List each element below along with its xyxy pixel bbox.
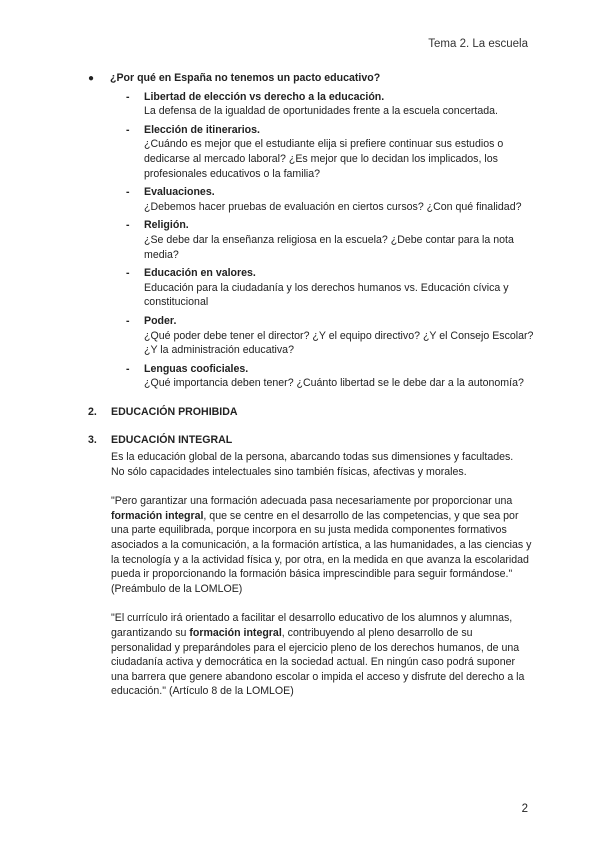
section-educacion-integral: [88, 433, 534, 699]
definition-paragraph: Es la educación global de la persona, abarcando todas sus dimensiones y facultades.: [111, 451, 514, 464]
dash-icon: -: [126, 186, 130, 199]
dash-icon: -: [126, 219, 130, 232]
subtopic-title: Poder.: [144, 314, 177, 327]
quote-articulo-8: [111, 611, 534, 699]
section-number: 3.: [88, 434, 97, 447]
capacities-paragraph: No sólo capacidades intelectuales sino también físicas, afectivas y morales.: [111, 465, 467, 478]
list-item: [126, 90, 534, 119]
page-header-title: Tema 2. La escuela: [428, 38, 528, 50]
subtopic-title: Educación en valores.: [144, 267, 256, 280]
subtopic-title: Lenguas cooficiales.: [144, 362, 249, 375]
subtopic-title: Elección de itinerarios.: [144, 123, 260, 136]
page-number: 2: [521, 803, 528, 815]
subtopic-text: ¿Qué importancia deben tener? ¿Cuánto libertad se le debe dar a la autonomía?: [144, 377, 524, 390]
subtopic-title: Evaluaciones.: [144, 186, 215, 199]
subtopic-text: ¿Qué poder debe tener el director? ¿Y el equipo directivo? ¿Y el Consejo Escolar? ¿Y la administración educativa?: [144, 329, 534, 357]
subtopic-text: La defensa de la igualdad de oportunidades frente a la escuela concertada.: [144, 105, 498, 118]
subtopic-title: Religión.: [144, 219, 189, 232]
section-educacion-prohibida: [88, 405, 534, 420]
subtopic-text: ¿Cuándo es mejor que el estudiante elija si prefiere continuar sus estudios o dedicarse al mercado laboral? ¿Es mejor que lo decidan los implicados, los profesionales educativos o la familia?: [144, 138, 504, 180]
quote-preambulo: [111, 494, 534, 596]
dash-icon: -: [126, 90, 130, 103]
subtopic-text: ¿Se debe dar la enseñanza religiosa en la escuela? ¿Debe contar para la nota media?: [144, 233, 514, 261]
quote-emphasis: formación integral: [111, 509, 204, 522]
question-heading: [88, 71, 534, 87]
subtopic-text: Educación para la ciudadanía y los derechos humanos vs. Educación cívica y constitucional: [144, 281, 509, 309]
dash-icon: -: [126, 123, 130, 136]
bullet-icon: ●: [88, 73, 95, 84]
list-item: [126, 185, 534, 214]
section-body: [111, 450, 534, 699]
dash-icon: -: [126, 314, 130, 327]
list-item: [126, 314, 534, 358]
list-item: [126, 218, 534, 262]
subtopic-text: ¿Debemos hacer pruebas de evaluación en ciertos cursos? ¿Con qué finalidad?: [144, 200, 522, 213]
quote-text: , contribuyendo al pleno desarrollo de su personalidad y preparándoles para el ejercicio pleno de los derechos humanos, de una ciudadanía activa y democrática en la sociedad actual. En ningún caso podrá suponer una barrera que genere abandono escolar o impida el acceso y disfrute del derecho a la educación." (Artículo 8 de la LOMLOE): [111, 627, 525, 698]
question-subtopics: [126, 90, 534, 391]
quote-emphasis: formación integral: [189, 627, 282, 639]
section-number: 2.: [88, 405, 97, 418]
quote-text: "El currículo irá orientado a facilitar el desarrollo educativo de los alumnos y alumnas, garantizando su: [111, 612, 513, 639]
quote-text: , que se centre en el desarrollo de las competencias, y que sea por una parte equilibrada, porque incorpora en su justa medida componentes formativos asociados a la comunicación, a la formación artística, a las humanidades, a las ciencias y la tecnología y a la actividad física y, por otra, en la medida en que avanza la escolaridad pueda ir proporcionando la formación básica imprescindible para seguir formándose." (Preámbulo de la LOMLOE): [111, 509, 532, 595]
section-heading: [88, 433, 534, 448]
dash-icon: -: [126, 267, 130, 280]
document-body: [88, 71, 534, 699]
section-title: EDUCACIÓN INTEGRAL: [111, 434, 233, 447]
question-title: ¿Por qué en España no tenemos un pacto educativo?: [110, 72, 381, 84]
list-item: [126, 266, 534, 310]
section-heading: [88, 405, 534, 420]
subtopic-title: Libertad de elección vs derecho a la educación.: [144, 90, 385, 103]
quote-text: "Pero garantizar una formación adecuada pasa necesariamente por proporcionar una: [111, 495, 513, 508]
list-item: [126, 362, 534, 391]
list-item: [126, 123, 534, 181]
dash-icon: -: [126, 362, 130, 375]
section-title: EDUCACIÓN PROHIBIDA: [111, 405, 238, 418]
